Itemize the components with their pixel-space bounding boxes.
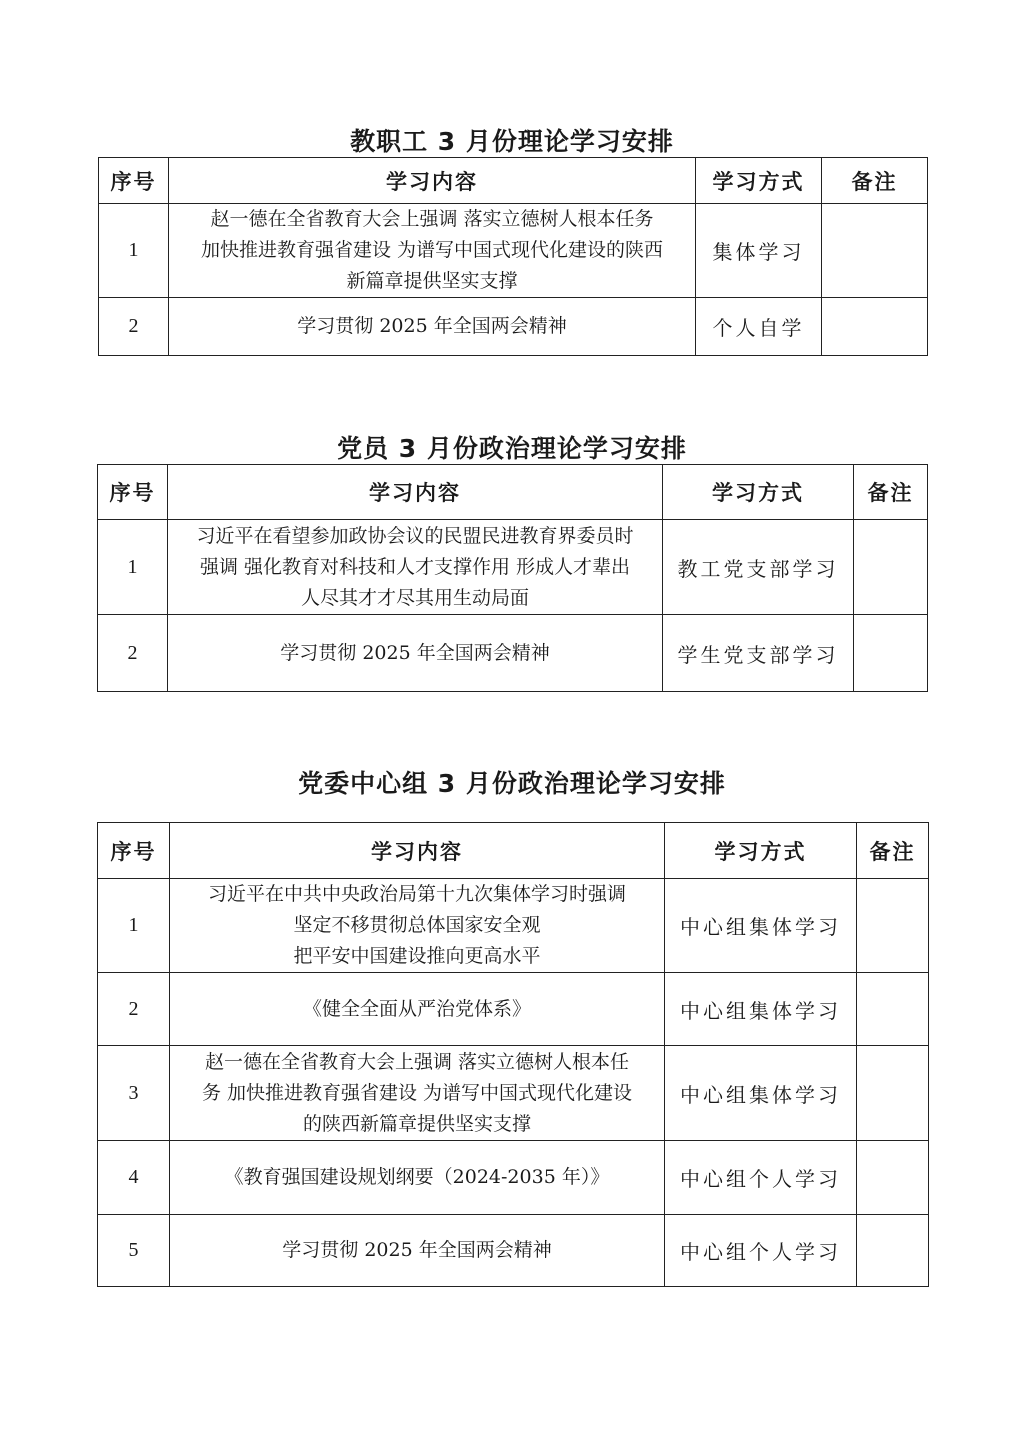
row-content [170,1215,665,1287]
content-line: 《健全全面从严治党体系》 [302,997,531,1020]
row-note [857,1141,929,1215]
schedule-table-central-group [97,822,929,1287]
row-note [857,1215,929,1287]
row-note [854,520,928,615]
row-content [170,1046,665,1141]
section-title-staff: 教职工 3 月份理论学习安排 [350,127,674,156]
schedule-table-staff [98,157,928,356]
header-note: 备注 [857,823,929,879]
row-method: 学生党支部学习 [663,615,854,692]
row-no: 2 [99,298,169,356]
content-line: 习近平在看望参加政协会议的民盟民进教育界委员时 [196,524,634,547]
schedule-table-party-members [97,464,928,692]
header-note: 备注 [822,158,928,204]
content-line: 赵一德在全省教育大会上强调 落实立德树人根本任务 [210,208,654,230]
row-note [854,615,928,692]
row-method: 集体学习 [696,204,822,298]
content-line: 新篇章提供坚实支撑 [346,270,518,292]
row-method: 教工党支部学习 [663,520,854,615]
row-method: 个人自学 [696,298,822,356]
row-no: 4 [98,1141,170,1215]
header-no: 序号 [98,823,170,879]
table-row [98,615,928,692]
content-line: 人尽其才才尽其用生动局面 [300,586,529,609]
content-line: 把平安中国建设推向更高水平 [293,945,541,967]
table-header-row [99,158,928,204]
row-no: 2 [98,615,168,692]
table-header-row [98,823,929,879]
table-row [99,298,928,356]
row-no: 1 [98,879,170,973]
row-note [822,204,928,298]
header-content: 学习内容 [170,823,665,879]
row-note [857,1046,929,1141]
table-header-row [98,465,928,520]
row-note [822,298,928,356]
row-no: 1 [99,204,169,298]
content-line: 《教育强国建设规划纲要（2024-2035 年）》 [224,1166,610,1188]
row-note [857,973,929,1046]
content-line: 务 加快推进教育强省建设 为谱写中国式现代化建设 [201,1081,633,1104]
row-content [170,879,665,973]
row-content [168,520,663,615]
row-content [170,1141,665,1215]
row-content [168,615,663,692]
header-no: 序号 [99,158,169,204]
row-no: 1 [98,520,168,615]
row-content [170,973,665,1046]
header-method: 学习方式 [663,465,854,520]
header-content: 学习内容 [169,158,696,204]
content-line: 习近平在中共中央政治局第十九次集体学习时强调 [207,883,626,905]
content-line: 赵一德在全省教育大会上强调 落实立德树人根本任 [204,1050,630,1073]
table-row [98,1046,929,1141]
row-method: 中心组个人学习 [665,1215,857,1287]
table-row [98,520,928,615]
header-content: 学习内容 [168,465,663,520]
header-method: 学习方式 [696,158,822,204]
table-row [98,1141,929,1215]
header-note: 备注 [854,465,928,520]
row-no: 2 [98,973,170,1046]
content-line: 强调 强化教育对科技和人才支撑作用 形成人才辈出 [199,555,631,578]
section-title-party-members: 党员 3 月份政治理论学习安排 [337,434,687,463]
row-method: 中心组集体学习 [665,973,857,1046]
table-row [98,973,929,1046]
row-method: 中心组个人学习 [665,1141,857,1215]
content-line: 学习贯彻 2025 年全国两会精神 [280,641,550,664]
content-line: 的陕西新篇章提供坚实支撑 [302,1112,531,1135]
header-no: 序号 [98,465,168,520]
row-note [857,879,929,973]
content-line: 学习贯彻 2025 年全国两会精神 [282,1239,552,1261]
table-row [98,879,929,973]
row-no: 5 [98,1215,170,1287]
header-method: 学习方式 [665,823,857,879]
table-row [98,1215,929,1287]
row-no: 3 [98,1046,170,1141]
row-content [169,298,696,356]
content-line: 加快推进教育强省建设 为谱写中国式现代化建设的陕西 [200,239,664,261]
table-row [99,204,928,298]
row-content [169,204,696,298]
row-method: 中心组集体学习 [665,879,857,973]
row-method: 中心组集体学习 [665,1046,857,1141]
section-title-central-group: 党委中心组 3 月份政治理论学习安排 [298,769,726,798]
content-line: 坚定不移贯彻总体国家安全观 [293,914,541,936]
content-line: 学习贯彻 2025 年全国两会精神 [297,315,567,337]
